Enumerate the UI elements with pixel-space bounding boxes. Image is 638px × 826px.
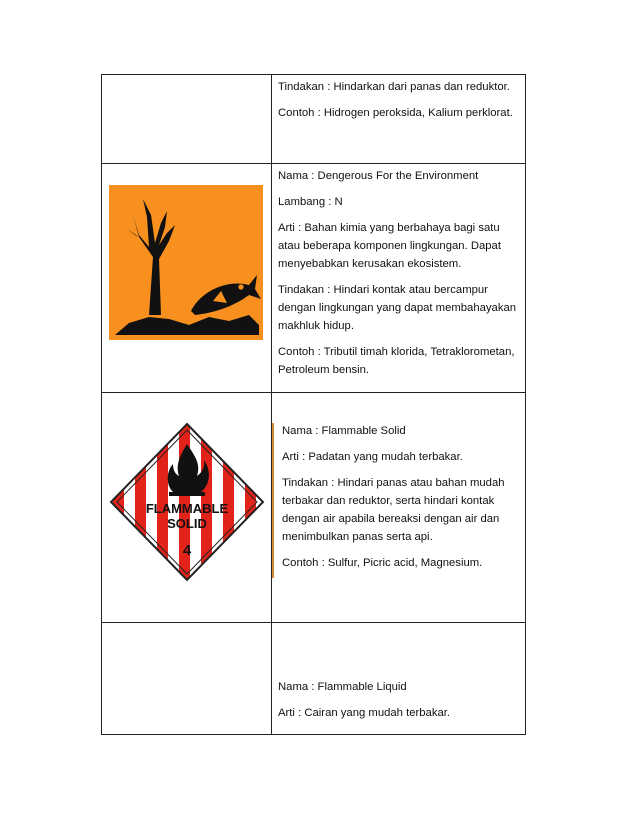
description-cell	[272, 75, 526, 164]
table-row	[102, 75, 526, 164]
table-row	[102, 393, 526, 623]
name-text: Nama : Dengerous For the Environment	[278, 170, 479, 182]
hazard-class-number: 4	[182, 542, 192, 559]
meaning-text: Arti : Cairan yang mudah terbakar.	[278, 707, 451, 719]
description-cell	[272, 393, 526, 623]
symbol-text: Lambang : N	[278, 196, 343, 208]
meaning-text: Arti : Bahan kimia yang berbahaya bagi satu atau beberapa komponen lingkungan. Dapat menyebabkan kerusakan ekosistem.	[278, 222, 501, 270]
hazard-symbol-table	[101, 74, 526, 735]
table-row	[102, 164, 526, 393]
action-text: Tindakan : Hindari panas atau bahan mudah terbakar dan reduktor, serta hindari kontak dengan air apabila bereaksi dengan air dan menimbulkan panas serta api.	[282, 477, 505, 543]
environment-hazard-icon	[109, 185, 263, 340]
name-text: Nama : Flammable Liquid	[278, 681, 407, 693]
meaning-text: Arti : Padatan yang mudah terbakar.	[282, 451, 463, 463]
image-cell	[102, 393, 272, 623]
example-text: Contoh : Tributil timah klorida, Tetraklorometan, Petroleum bensin.	[278, 346, 515, 376]
action-text: Tindakan : Hindarkan dari panas dan reduktor.	[278, 81, 510, 93]
description-cell	[272, 164, 526, 393]
image-cell-empty	[102, 623, 272, 735]
action-text: Tindakan : Hindari kontak atau bercampur dengan lingkungan yang dapat membahayakan makhluk hidup.	[278, 284, 517, 332]
flammable-label-word1: FLAMMABLE	[145, 501, 229, 516]
orange-margin-line	[272, 423, 274, 578]
example-text: Contoh : Hidrogen peroksida, Kalium perklorat.	[278, 107, 513, 119]
table-row	[102, 623, 526, 735]
image-cell	[102, 164, 272, 393]
name-text: Nama : Flammable Solid	[282, 425, 406, 437]
description-cell	[272, 623, 526, 735]
flammable-label-word2: SOLID	[167, 516, 207, 531]
example-text: Contoh : Sulfur, Picric acid, Magnesium.	[282, 557, 483, 569]
flammable-solid-icon	[109, 422, 265, 582]
image-cell-empty	[102, 75, 272, 164]
